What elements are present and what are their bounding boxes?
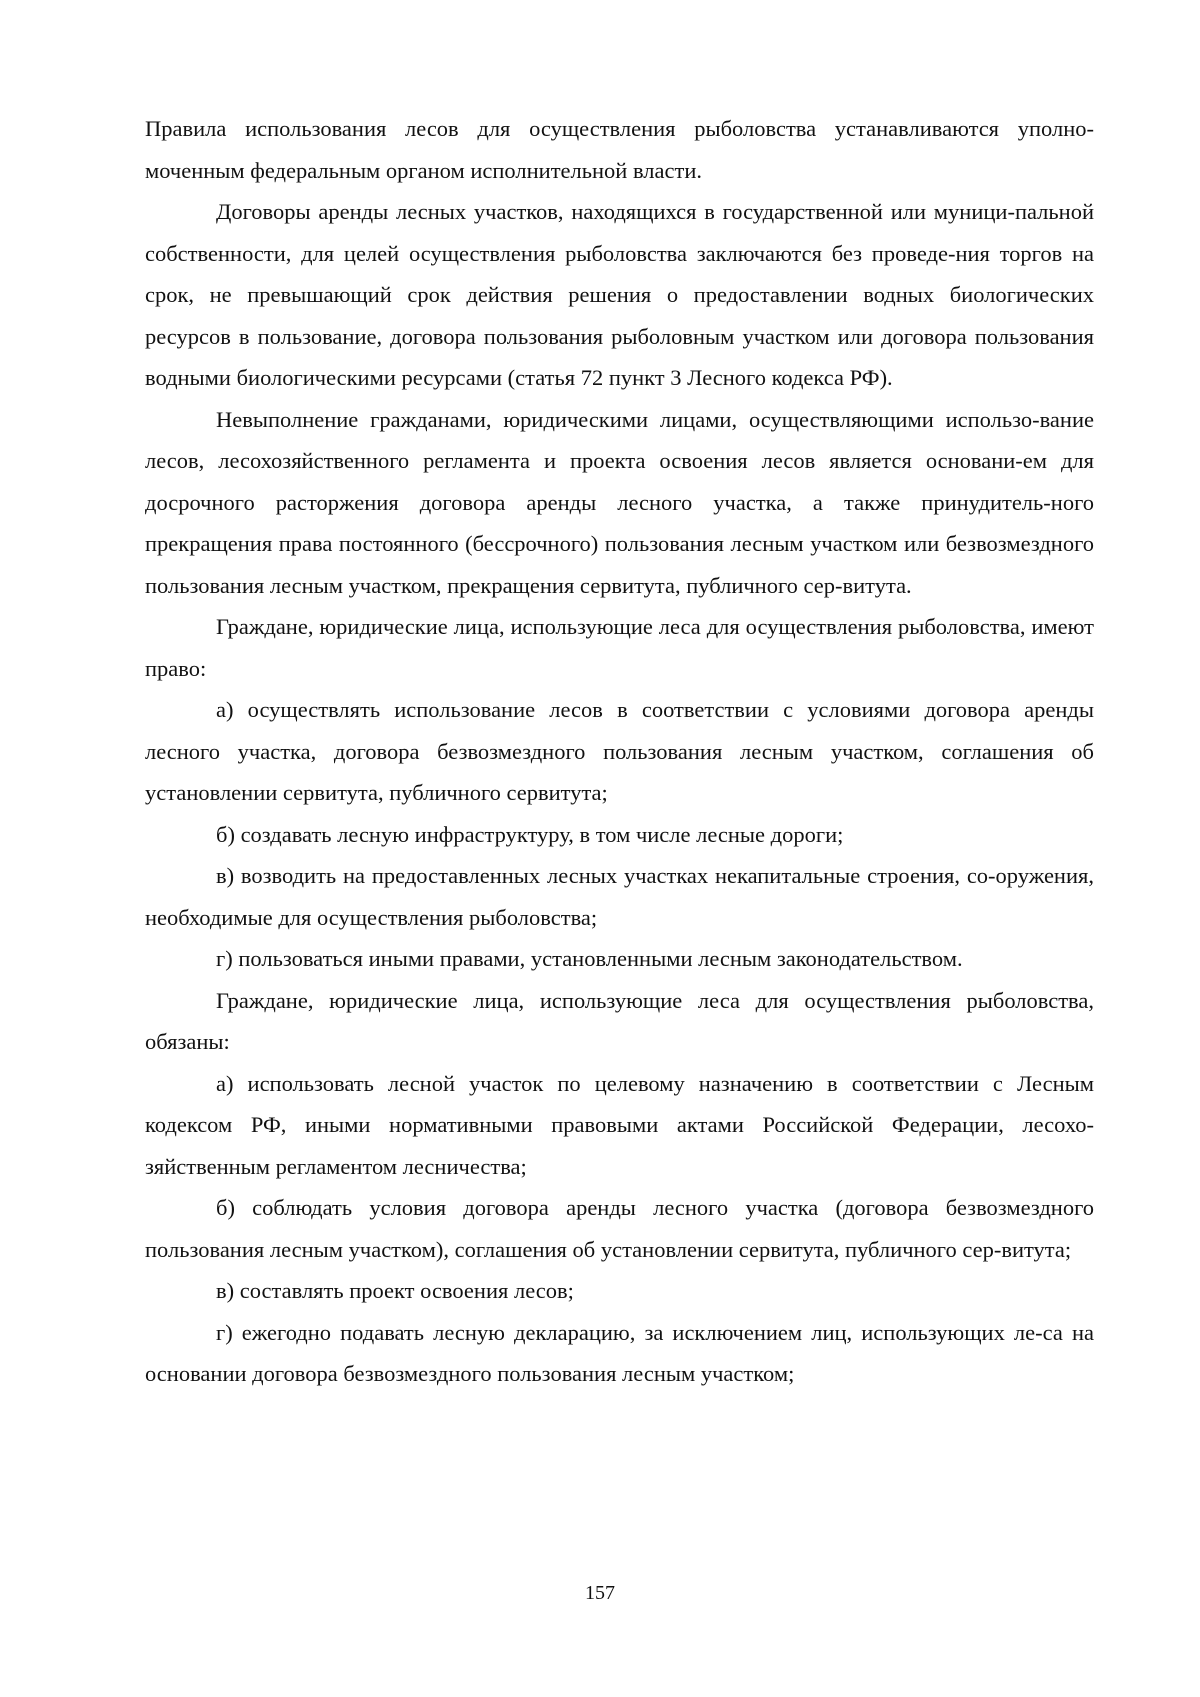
- list-item-obligation-v: в) составлять проект освоения лесов;: [216, 1278, 574, 1303]
- paragraph-lease-agreements: Договоры аренды лесных участков, находящихся в государственной или муници-пальной собственности, для целей осуществления рыболовства заключаются без проведе-ния торгов на срок, не превышающий срок действия решения о предоставлении водных биологических ресурсов в пользование, договора пользования рыболовным участком или договора пользования водными биологическими ресурсами (статья 72 пункт 3 Лесного кодекса РФ).: [145, 199, 1094, 390]
- list-item-obligation-a: а) использовать лесной участок по целевому назначению в соответствии с Лесным кодексом РФ, иными нормативными правовыми актами Российской Федерации, лесохо-зяйственным регламентом лесничества;: [145, 1070, 1094, 1179]
- list-item-right-a: а) осуществлять использование лесов в соответствии с условиями договора аренды лесного участка, договора безвозмездного пользования лесным участком, соглашения об установлении сервитута, публичного сервитута;: [145, 697, 1094, 805]
- paragraph-obligations-intro: Граждане, юридические лица, использующие леса для осуществления рыболовства, обязаны:: [145, 987, 1094, 1054]
- list-item-obligation-b: б) соблюдать условия договора аренды лесного участка (договора безвозмездного пользования лесным участком), соглашения об установлении сервитута, публичного сер-витута;: [145, 1195, 1094, 1262]
- page-number: 157: [585, 1582, 615, 1604]
- list-item-right-b: б) создавать лесную инфраструктуру, в том числе лесные дороги;: [216, 821, 844, 847]
- list-item-right-v: в) возводить на предоставленных лесных участках некапитальные строения, со-оружения, необходимые для осуществления рыболовства;: [145, 863, 1094, 930]
- document-body: [145, 108, 1094, 1395]
- paragraph-forest-use-rules: Правила использования лесов для осуществления рыболовства устанавливаются уполно-моченным федеральным органом исполнительной власти.: [145, 116, 1094, 183]
- paragraph-rights-intro: Граждане, юридические лица, использующие леса для осуществления рыболовства, имеют право:: [145, 614, 1094, 681]
- list-item-obligation-g: г) ежегодно подавать лесную декларацию, за исключением лиц, использующих ле-са на основании договора безвозмездного пользования лесным участком;: [145, 1319, 1094, 1386]
- list-item-right-g: г) пользоваться иными правами, установленными лесным законодательством.: [216, 946, 963, 971]
- paragraph-non-compliance: Невыполнение гражданами, юридическими лицами, осуществляющими использо-вание лесов, лесохозяйственного регламента и проекта освоения лесов является основани-ем для досрочного расторжения договора аренды лесного участка, а также принудитель-ного прекращения права постоянного (бессрочного) пользования лесным участком или безвозмездного пользования лесным участком, прекращения сервитута, публичного сер-витута.: [145, 406, 1094, 598]
